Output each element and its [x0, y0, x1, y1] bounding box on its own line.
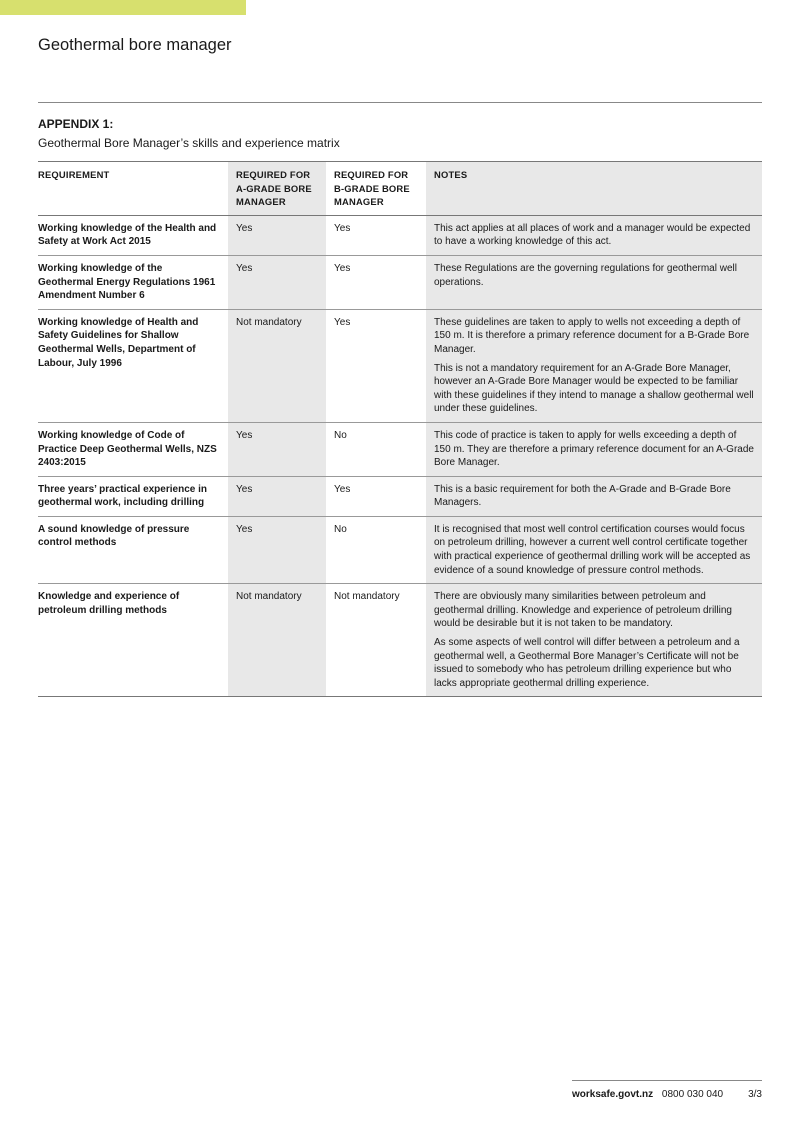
note-paragraph: These Regulations are the governing regulations for geothermal well operations.: [434, 262, 737, 288]
a-grade-cell: Yes: [228, 255, 326, 309]
notes-cell: [426, 476, 762, 516]
a-grade-cell: Yes: [228, 516, 326, 583]
footer-divider: [572, 1080, 762, 1081]
table-row: [38, 516, 762, 583]
requirement-cell: Three years’ practical experience in geothermal work, including drilling: [38, 476, 228, 516]
notes-cell: [426, 255, 762, 309]
a-grade-cell: Yes: [228, 422, 326, 476]
b-grade-cell: Yes: [326, 309, 426, 422]
table-row: [38, 422, 762, 476]
requirement-cell: Working knowledge of the Health and Safety at Work Act 2015: [38, 215, 228, 255]
requirement-cell: Knowledge and experience of petroleum drilling methods: [38, 584, 228, 697]
skills-matrix-table: [38, 161, 762, 697]
notes-cell: [426, 215, 762, 255]
note-paragraph: There are obviously many similarities between petroleum and geothermal drilling. Knowledge and experience of petroleum drilling would be desirable but it is not taken to be mandatory.: [434, 591, 732, 630]
column-header: NOTES: [426, 162, 762, 216]
footer-phone: 0800 030 040: [661, 1089, 724, 1100]
a-grade-cell: Not mandatory: [228, 584, 326, 697]
table-row: [38, 476, 762, 516]
note-paragraph: This is a basic requirement for both the A-Grade and B-Grade Bore Managers.: [434, 483, 731, 509]
table-header-row: [38, 162, 762, 216]
requirement-cell: Working knowledge of Code of Practice Deep Geothermal Wells, NZS 2403:2015: [38, 422, 228, 476]
requirement-cell: Working knowledge of Health and Safety Guidelines for Shallow Geothermal Wells, Department of Labour, July 1996: [38, 309, 228, 422]
column-header: REQUIRED FOR A-GRADE BORE MANAGER: [228, 162, 326, 216]
note-paragraph: As some aspects of well control will differ between a petroleum and a geothermal well, a Geothermal Bore Manager’s Certificate will not be issued to somebody who has petroleum drilling experience but who lacks appropriate geothermal drilling experience.: [434, 637, 740, 689]
note-paragraph: These guidelines are taken to apply to wells not exceeding a depth of 150 m. It is therefore a primary reference document for a B-Grade Bore Manager.: [434, 316, 750, 355]
a-grade-cell: Not mandatory: [228, 309, 326, 422]
table-row: [38, 309, 762, 422]
a-grade-cell: Yes: [228, 215, 326, 255]
table-row: [38, 255, 762, 309]
b-grade-cell: Not mandatory: [326, 584, 426, 697]
divider: [38, 102, 762, 103]
notes-cell: [426, 309, 762, 422]
page-number: 3/3: [748, 1089, 762, 1100]
appendix-subtitle: Geothermal Bore Manager’s skills and experience matrix: [38, 136, 340, 150]
notes-cell: [426, 516, 762, 583]
b-grade-cell: Yes: [326, 476, 426, 516]
notes-cell: [426, 422, 762, 476]
note-paragraph: This is not a mandatory requirement for an A-Grade Bore Manager, however an A-Grade Bore Manager would be expected to be familiar with these guidelines if they intend to manage a shallow geothermal well under these guidelines.: [434, 362, 754, 415]
b-grade-cell: No: [326, 516, 426, 583]
requirement-cell: Working knowledge of the Geothermal Energy Regulations 1961 Amendment Number 6: [38, 255, 228, 309]
table-row: [38, 584, 762, 697]
requirement-cell: A sound knowledge of pressure control methods: [38, 516, 228, 583]
b-grade-cell: Yes: [326, 255, 426, 309]
appendix-label: APPENDIX 1:: [38, 117, 114, 131]
note-paragraph: This code of practice is taken to apply for wells exceeding a depth of 150 m. They are therefore a primary reference document for an A-Grade Bore Manager.: [434, 429, 754, 469]
footer: [572, 1089, 762, 1100]
note-paragraph: It is recognised that most well control certification courses would focus on petroleum drilling, however a current well control certificate together with practical experience of geothermal drilling work will be accepted as evidence of a sound knowledge of pressure control methods.: [434, 523, 751, 576]
note-paragraph: This act applies at all places of work and a manager would be expected to have a working knowledge of this act.: [434, 222, 751, 248]
b-grade-cell: No: [326, 422, 426, 476]
b-grade-cell: Yes: [326, 215, 426, 255]
accent-bar: [0, 0, 246, 15]
document-title: Geothermal bore manager: [38, 36, 232, 54]
a-grade-cell: Yes: [228, 476, 326, 516]
footer-website-link[interactable]: worksafe.govt.nz: [572, 1089, 654, 1100]
notes-cell: [426, 584, 762, 697]
table-row: [38, 215, 762, 255]
column-header: REQUIREMENT: [38, 162, 228, 216]
column-header: REQUIRED FOR B-GRADE BORE MANAGER: [326, 162, 426, 216]
